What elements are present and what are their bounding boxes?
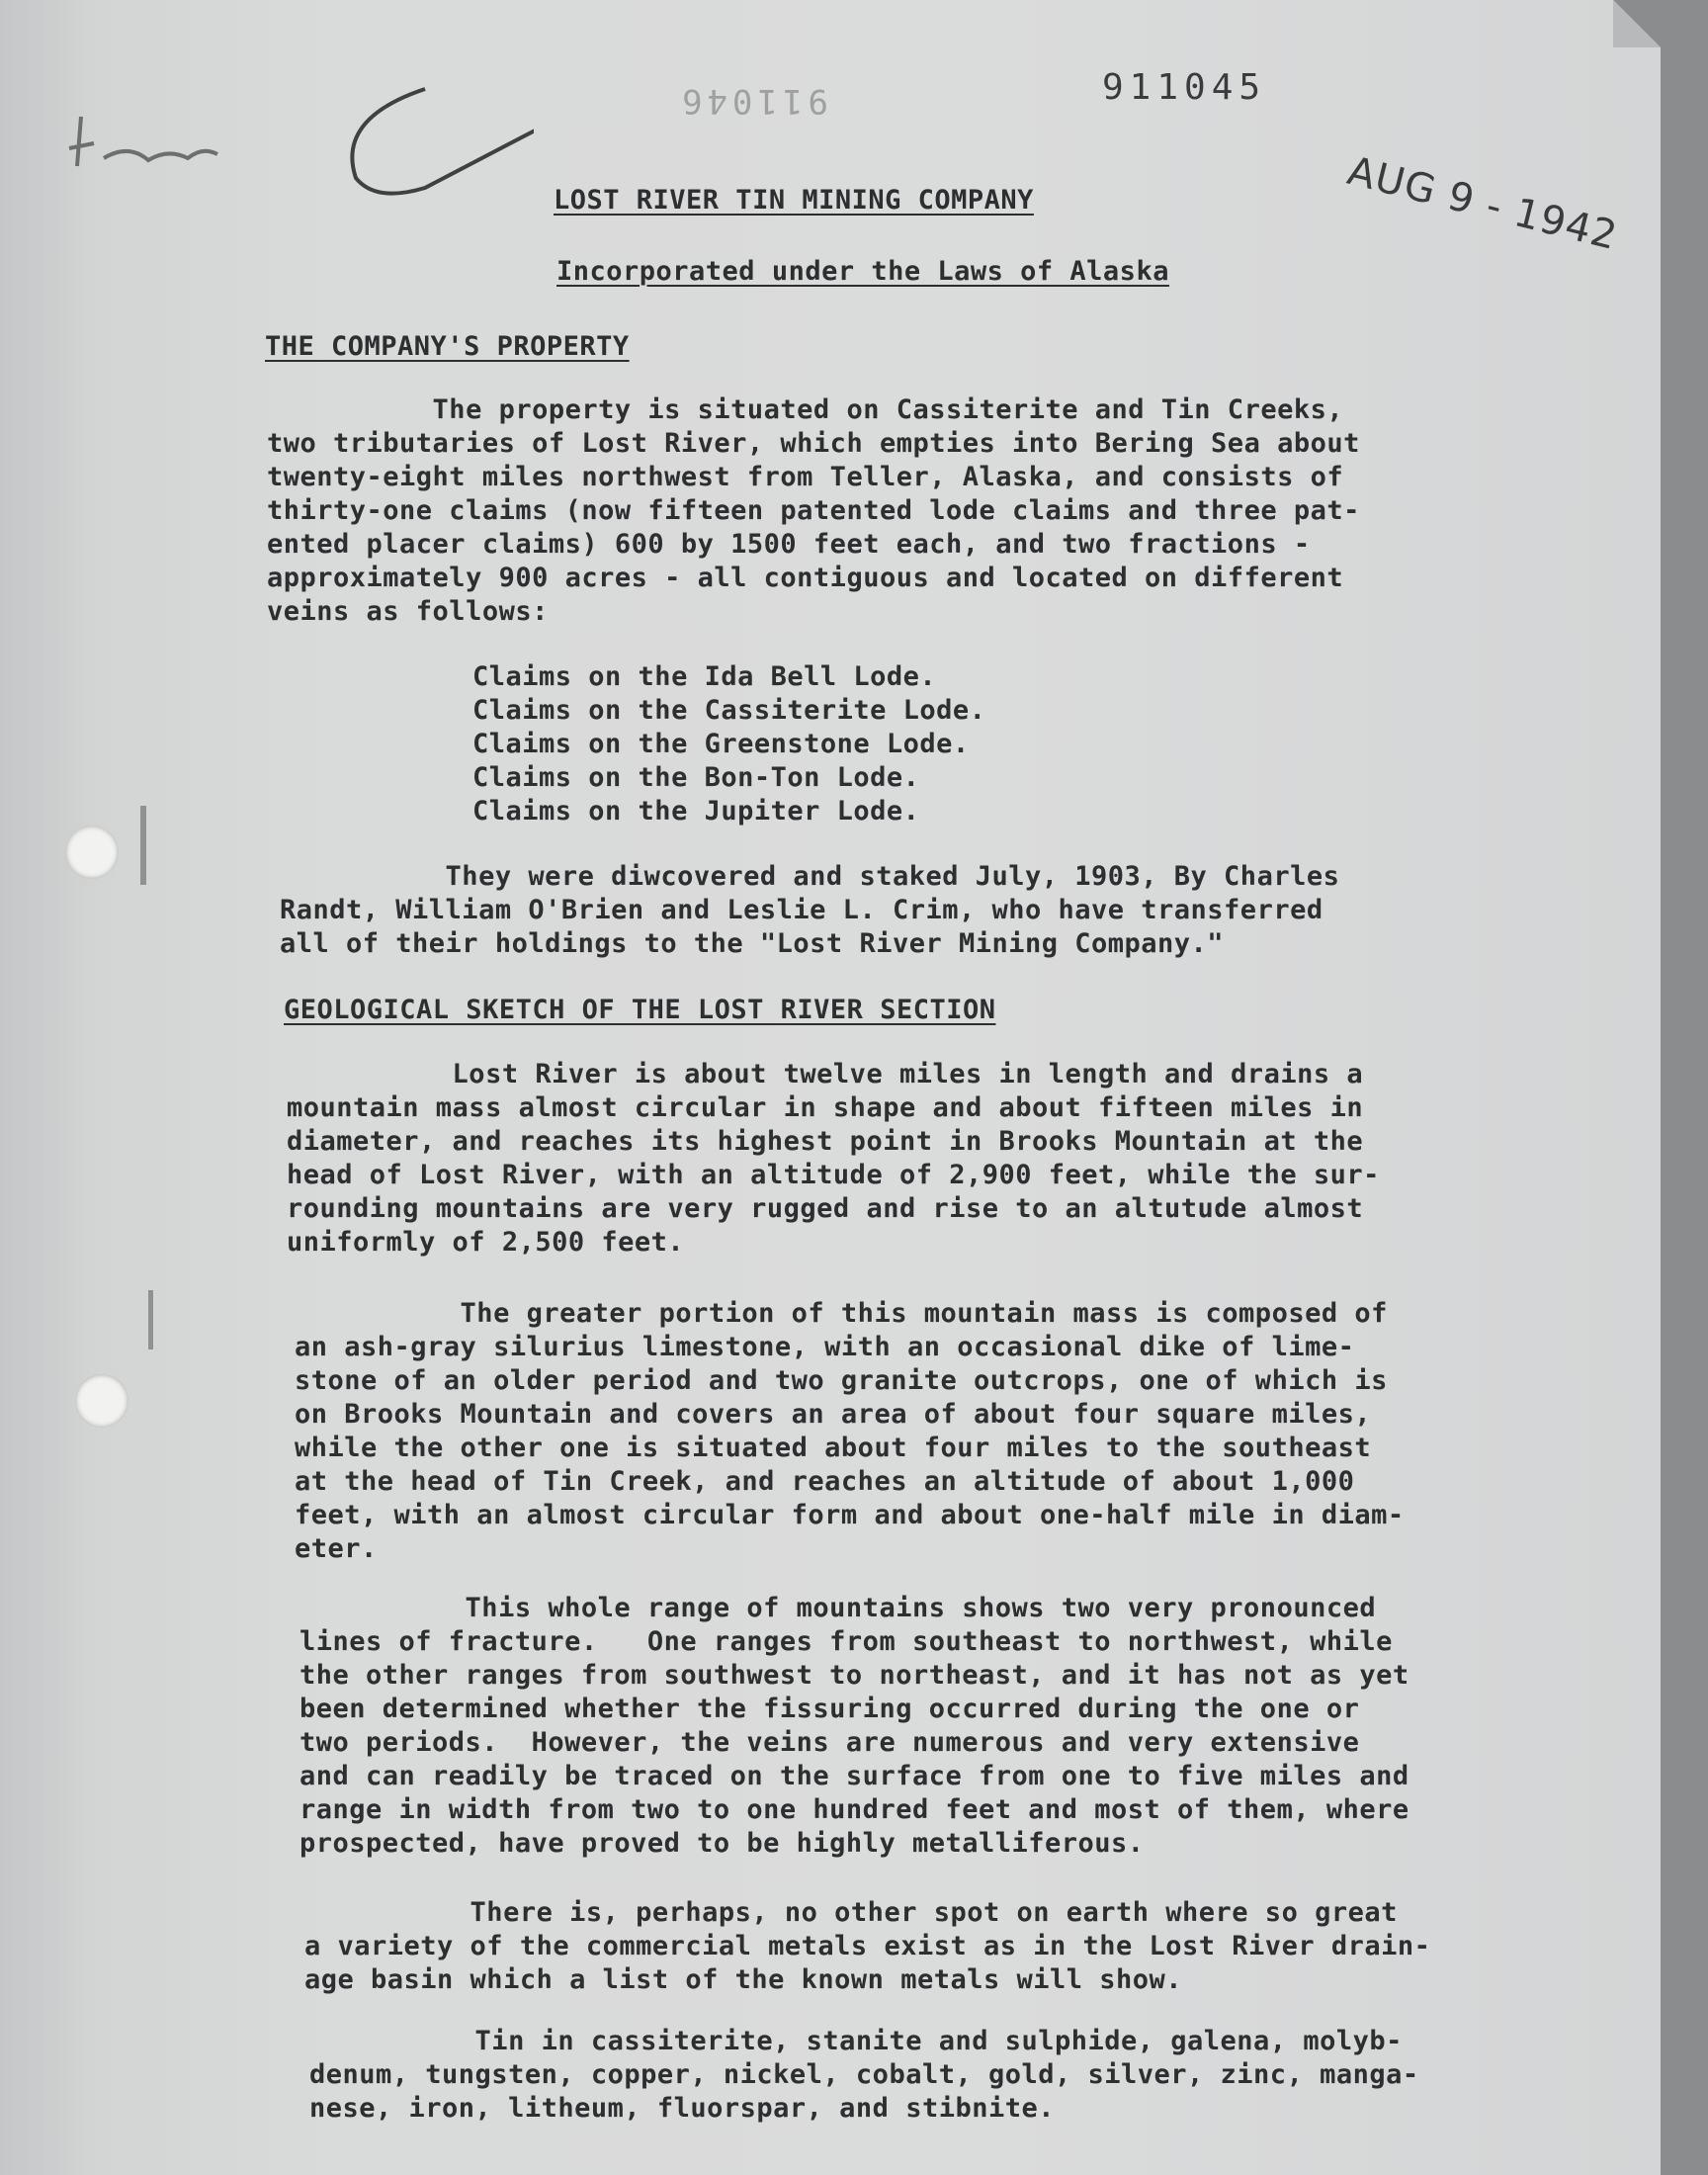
handwritten-c <box>352 89 534 194</box>
claims-list <box>472 660 985 828</box>
margin-scribble <box>69 117 217 166</box>
text-line: the other ranges from southwest to northeast, and it has not as yet <box>299 1660 1409 1691</box>
text-line: diameter, and reaches its highest point in Brooks Mountain at the <box>287 1126 1364 1157</box>
punch-hole-bottom <box>75 1374 128 1428</box>
margin-mark-1 <box>140 806 146 885</box>
text-line: eter. <box>295 1533 378 1564</box>
geology-paragraph-2 <box>295 1297 1405 1566</box>
text-line: feet, with an almost circular form and about one-half mile in diam- <box>295 1500 1405 1530</box>
text-line: This whole range of mountains shows two very pronounced <box>299 1593 1377 1623</box>
text-line: stone of an older period and two granite outcrops, one of which is <box>295 1365 1388 1396</box>
geology-paragraph-5 <box>309 2025 1419 2126</box>
text-line: range in width from two to one hundred feet and most of them, where <box>299 1794 1409 1825</box>
text-line: approximately 900 acres - all contiguous and located on different <box>267 563 1344 593</box>
text-line: Randt, William O'Brien and Leslie L. Crim, who have transferred <box>280 895 1324 925</box>
list-item: Claims on the Jupiter Lode. <box>472 796 920 826</box>
text-line: while the other one is situated about four miles to the southeast <box>295 1433 1372 1463</box>
punch-hole-top <box>65 826 119 879</box>
text-line: two tributaries of Lost River, which empties into Bering Sea about <box>267 428 1360 459</box>
section-heading-geology: GEOLOGICAL SKETCH OF THE LOST RIVER SECTION <box>284 995 996 1025</box>
list-item: Claims on the Cassiterite Lode. <box>472 695 986 726</box>
section-heading-property: THE COMPANY'S PROPERTY <box>265 331 630 362</box>
text-line: two periods. However, the veins are numerous and very extensive <box>299 1727 1360 1758</box>
text-line: The greater portion of this mountain mass is composed of <box>295 1298 1388 1329</box>
text-line: nese, iron, litheum, fluorspar, and stibnite. <box>309 2093 1055 2124</box>
text-line: head of Lost River, with an altitude of 2,900 feet, while the sur- <box>287 1160 1380 1190</box>
text-line: a variety of the commercial metals exist as in the Lost River drain- <box>304 1931 1431 1961</box>
text-line: and can readily be traced on the surface from one to five miles and <box>299 1761 1409 1791</box>
margin-mark-2 <box>148 1290 153 1349</box>
geology-paragraph-3 <box>299 1592 1409 1861</box>
text-line: age basin which a list of the known metals will show. <box>304 1964 1183 1995</box>
geology-paragraph-4 <box>304 1896 1430 1997</box>
page-subtitle: Incorporated under the Laws of Alaska <box>556 256 1169 287</box>
text-line: The property is situated on Cassiterite and Tin Creeks, <box>267 394 1344 425</box>
list-item: Claims on the Greenstone Lode. <box>472 729 970 759</box>
text-line: veins as follows: <box>267 596 549 627</box>
handwritten-marks <box>20 49 534 267</box>
text-line: all of their holdings to the "Lost River Mining Company." <box>280 928 1225 959</box>
text-line: prospected, have proved to be highly metalliferous. <box>299 1828 1145 1859</box>
geology-paragraph-1 <box>287 1058 1380 1260</box>
text-line: ented placer claims) 600 by 1500 feet each, and two fractions - <box>267 529 1311 560</box>
text-line: rounding mountains are very rugged and rise to an altutude almost <box>287 1193 1364 1224</box>
list-item: Claims on the Ida Bell Lode. <box>472 661 937 692</box>
text-line: thirty-one claims (now fifteen patented lode claims and three pat- <box>267 495 1360 526</box>
page-title: LOST RIVER TIN MINING COMPANY <box>554 185 1034 216</box>
folded-corner <box>1613 0 1661 47</box>
text-line: They were diwcovered and staked July, 1903, By Charles <box>280 861 1340 892</box>
property-paragraph-1 <box>267 393 1360 629</box>
text-line: an ash-gray silurius limestone, with an occasional dike of lime- <box>295 1332 1355 1362</box>
property-paragraph-2 <box>280 860 1339 961</box>
text-line: on Brooks Mountain and covers an area of about four square miles, <box>295 1399 1372 1430</box>
text-line: uniformly of 2,500 feet. <box>287 1227 685 1258</box>
faint-reversed-number: 911046 <box>677 81 828 121</box>
text-line: denum, tungsten, copper, nickel, cobalt, gold, silver, zinc, manga- <box>309 2059 1419 2090</box>
text-line: been determined whether the fissuring occurred during the one or <box>299 1694 1360 1724</box>
text-line: mountain mass almost circular in shape and about fifteen miles in <box>287 1092 1364 1123</box>
text-line: There is, perhaps, no other spot on earth where so great <box>304 1897 1398 1928</box>
text-line: twenty-eight miles northwest from Teller, Alaska, and consists of <box>267 462 1344 492</box>
text-line: Lost River is about twelve miles in length and drains a <box>287 1059 1364 1089</box>
date-stamp: AUG 9 - 1942 <box>1342 148 1623 260</box>
list-item: Claims on the Bon-Ton Lode. <box>472 762 920 793</box>
text-line: Tin in cassiterite, stanite and sulphide, galena, molyb- <box>309 2026 1403 2056</box>
document-number: 911045 <box>1102 67 1267 108</box>
text-line: at the head of Tin Creek, and reaches an altitude of about 1,000 <box>295 1466 1355 1497</box>
text-line: lines of fracture. One ranges from southeast to northwest, while <box>299 1626 1393 1657</box>
